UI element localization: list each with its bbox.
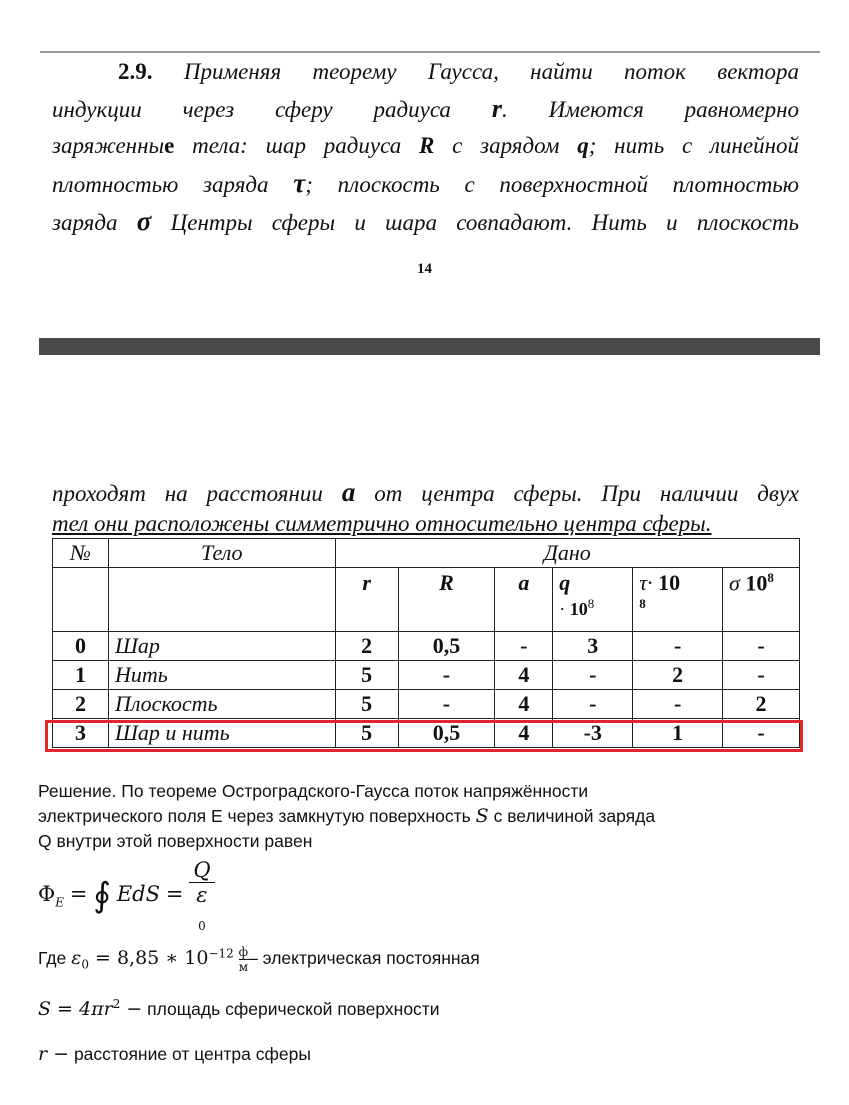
cell-sigma: - [723, 632, 800, 661]
formula-integrand: EdS [116, 882, 161, 907]
area-dash: − [120, 997, 143, 1020]
problem-number: 2.9. [118, 59, 153, 84]
cell-tau: 1 [633, 719, 723, 748]
cell-tau: 2 [633, 661, 723, 690]
empty-cell [53, 568, 109, 632]
cont-line-1b: от центра сферы. При наличии двух [374, 481, 799, 506]
cell-r: 5 [335, 661, 398, 690]
problem-line-2b: . Имеются равномерно [501, 96, 799, 122]
problem-line-4b: ; плоскость с поверхностной плотностью [305, 171, 799, 197]
header-tau-symbol: τ· [639, 570, 653, 595]
header-a: a [495, 568, 553, 632]
highlight-box [45, 720, 803, 752]
header-body: Тело [108, 539, 335, 568]
cell-q: - [553, 661, 633, 690]
cell-r: 5 [335, 690, 398, 719]
header-q [553, 568, 633, 632]
problem-line-3e: е [164, 133, 175, 158]
header-q-dot: · [559, 599, 566, 619]
table-header-row [53, 539, 800, 568]
page-number: 14 [417, 261, 432, 277]
header-tau-exp: 8 [639, 596, 646, 611]
formula-eq: = [69, 882, 88, 907]
formula-eq2: = [165, 882, 184, 907]
cell-a: 4 [495, 719, 553, 748]
r-dash: − [47, 1043, 70, 1065]
r-symbol: r [38, 1043, 48, 1065]
row-body: Плоскость [108, 690, 335, 719]
solution-line-2a: электрического поля E через замкнутую поверхность [38, 806, 471, 826]
top-rule [40, 51, 820, 53]
unit-denominator: м [238, 960, 249, 974]
formula-numerator: Q [189, 858, 214, 883]
header-tau [633, 568, 723, 632]
table-subheader-row [53, 568, 800, 632]
header-R: R [398, 568, 495, 632]
problem-continuation [52, 477, 799, 539]
cell-R: 0,5 [398, 719, 495, 748]
problem-line-3a: заряженны [52, 133, 165, 158]
symbol-tau: τ [293, 167, 306, 198]
problem-line-3c: с зарядом [452, 133, 560, 158]
data-table [52, 538, 800, 748]
table-row [53, 690, 800, 719]
cell-sigma: - [723, 719, 800, 748]
table-row [53, 661, 800, 690]
problem-line-5b: Центры сферы и шара совпадают. Нить и плоскость [170, 210, 800, 235]
problem-line-3b: тела: шар радиуса [192, 133, 402, 158]
cell-r: 2 [335, 632, 398, 661]
empty-cell [108, 568, 335, 632]
symbol-R: R [419, 133, 435, 158]
area-formula: S = 4πr [38, 997, 113, 1020]
symbol-r: r [491, 93, 502, 123]
header-sigma-symbol: σ [729, 570, 740, 596]
cell-a: - [495, 632, 553, 661]
header-q-symbol: q [559, 570, 571, 595]
row-number: 2 [53, 690, 109, 719]
row-number: 3 [53, 719, 109, 748]
epsilon-value: = 8,85 ∗ 10 [88, 947, 209, 970]
cell-R: - [398, 690, 495, 719]
problem-line-5a: заряда [52, 210, 118, 235]
cell-tau: - [633, 690, 723, 719]
header-tau-pow: 10 [658, 570, 681, 595]
cell-sigma: 2 [723, 690, 800, 719]
row-body: Шар [108, 632, 335, 661]
cell-r: 5 [335, 719, 398, 748]
cell-R: 0,5 [398, 632, 495, 661]
header-q-exp: 8 [587, 596, 595, 611]
formula-denominator: ε [196, 883, 208, 907]
cont-line-1a: проходят на расстоянии [52, 481, 323, 506]
epsilon-exponent: −12 [208, 946, 234, 961]
header-sigma-pow: 10 [745, 570, 768, 596]
cell-a: 4 [495, 690, 553, 719]
cell-sigma: - [723, 661, 800, 690]
cont-line-2: тел они расположены симметрично относительно центра сферы. [52, 511, 712, 536]
formula-phi: Φ [38, 882, 56, 907]
symbol-S: S [475, 805, 489, 827]
header-sigma [723, 568, 800, 632]
cell-tau: - [633, 632, 723, 661]
problem-text [52, 54, 799, 242]
page-separator-bar [39, 338, 820, 355]
cell-q: - [553, 690, 633, 719]
row-number: 1 [53, 661, 109, 690]
where-label: Где [38, 948, 67, 969]
solution-intro [38, 779, 828, 854]
cell-a: 4 [495, 661, 553, 690]
epsilon-sub: 0 [81, 957, 89, 972]
row-body: Шар и нить [108, 719, 335, 748]
solution-line-2b: с величиной заряда [493, 806, 656, 826]
cell-q: -3 [553, 719, 633, 748]
solution-line-1: Решение. По теореме Остроградского-Гаусса поток напряжённости [38, 781, 589, 801]
header-given: Дано [335, 539, 799, 568]
epsilon-description: – электрическая постоянная [248, 948, 480, 969]
header-sigma-exp: 8 [767, 570, 774, 585]
symbol-a: a [341, 477, 356, 507]
formula-phi-sub: E [55, 895, 64, 910]
gauss-formula [38, 858, 828, 933]
r-line [38, 1043, 828, 1065]
r-description: расстояние от центра сферы [73, 1044, 311, 1064]
row-body: Нить [108, 661, 335, 690]
area-line [38, 997, 828, 1020]
unit-fraction [239, 945, 248, 974]
problem-line-2a: индукции через сферу радиуса [52, 96, 451, 122]
table-row [53, 632, 800, 661]
formula-fraction [189, 858, 214, 933]
symbol-q: q [577, 133, 589, 158]
problem-line-1: Применяя теорему Гаусса, найти поток вектора [183, 59, 799, 84]
formula-denominator-sub: 0 [198, 919, 206, 934]
row-number: 0 [53, 632, 109, 661]
epsilon-symbol: ε [71, 947, 82, 970]
problem-line-4a: плотностью заряда [52, 171, 269, 197]
symbol-sigma: σ [136, 206, 152, 236]
header-number: № [53, 539, 109, 568]
unit-numerator: ф [238, 945, 249, 959]
area-exponent: 2 [112, 997, 121, 1011]
contour-integral-icon: ∮ [93, 875, 111, 916]
solution-line-3: Q внутри этой поверхности равен [38, 831, 313, 851]
problem-line-3d: ; нить с линейной [588, 133, 800, 158]
cell-R: - [398, 661, 495, 690]
header-r: r [335, 568, 398, 632]
epsilon-line [38, 945, 828, 974]
cell-q: 3 [553, 632, 633, 661]
area-description: площадь сферической поверхности [147, 998, 440, 1019]
header-q-pow: 10 [569, 599, 588, 619]
